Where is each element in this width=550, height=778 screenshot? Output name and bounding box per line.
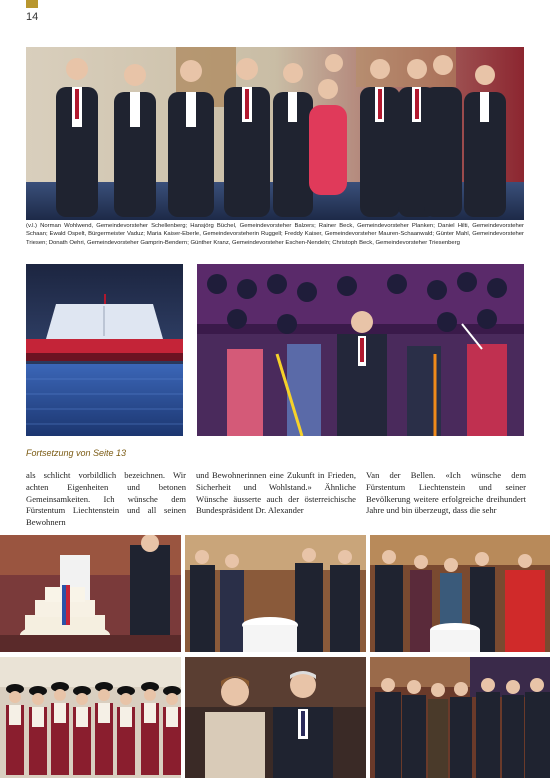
costume-choir-photo [0,657,181,778]
text-column-1: als schlicht vorbildlich bezeichnen. Wir achten Eigenheiten und betonen Gemeinsamkeiten. Ich wünsche dem Fürstentum Liechtenstein und all seinen Bewohnern [26,470,186,528]
stage-book-photo [26,264,183,436]
guests-photo [370,657,550,778]
text-column-2: und Bewohnerinnen eine Zukunft in Frieden, Sicherheit und Wohlstand.» Ähnliche Wünsche äusserte auch der österreichische Bundespräsident Dr. Alexander [196,470,356,516]
photo-caption: (v.l.) Norman Wohlwend, Gemeindevorsteher Schellenberg; Hansjörg Büchel, Gemeindevorsteher Balzers; Rainer Beck, Gemeindevorsteher Planken; Daniel Hilti, Gemeindevorsteher Schaan; Ewald Ospelt, Bürgermeister Vaduz; Maria Kaiser-Eberle, Gemeindevorsteherin Ruggell; Freddy Kaiser, Gemeindevorsteher Mauren-Schaanwald; Günter Mahl, Gemeindevorsteher Triesen; Donath Oehri, Gemeindevorsteher Gamprin-Bendern; Günther Kranz, Gemeindevorsteher Eschen-Nendeln; Christoph Beck, Gemeindevorsteher Triesenberg [26,223,524,246]
cake-photo [0,535,181,652]
text-column-3: Van der Bellen. «Ich wünsche dem Fürstentum Liechtenstein und seiner Bevölkerung weitere erfolgreiche dreihundert Jahre und bin überzeugt, dass die sehr [366,470,526,516]
continuation-note: Fortsetzung von Seite 13 [26,448,127,458]
page-number: 14 [26,11,39,23]
group-portrait-photo [26,47,524,220]
crowd-300-photo [197,264,524,436]
reception-photo-2 [370,535,550,652]
page-accent-tab [26,0,38,8]
couple-photo [185,657,366,778]
reception-photo-1 [185,535,366,652]
